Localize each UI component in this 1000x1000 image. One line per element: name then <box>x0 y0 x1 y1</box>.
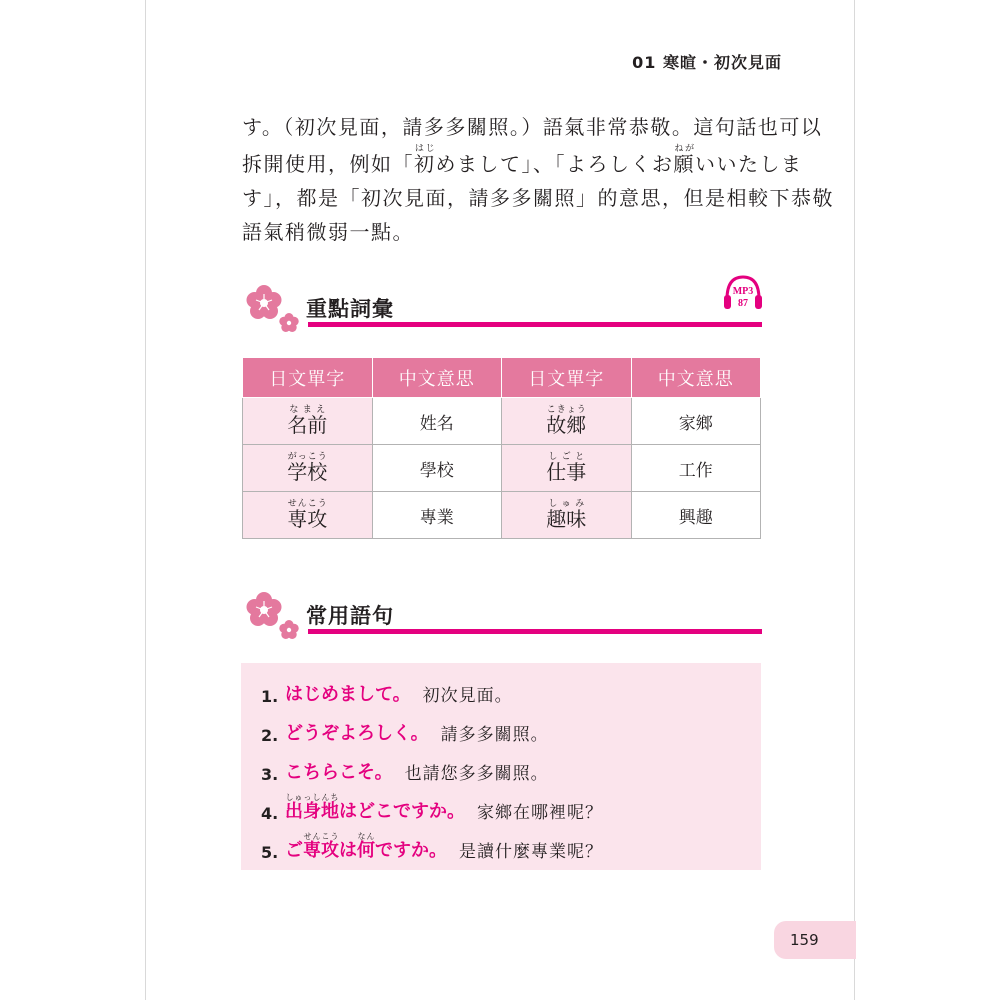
phrase-japanese: 出身地しゅっしんちはどこですか。 <box>285 793 465 822</box>
vocab-jp-cell: 趣味しゅみ <box>502 492 632 539</box>
body-line-2-mid: めまして」、「よろしくお <box>435 152 674 176</box>
phrase-number: 1. <box>261 687 279 706</box>
vocab-section-title: 重點詞彙 <box>306 297 394 321</box>
phrase-chinese: 請多多關照。 <box>440 725 549 745</box>
table-row <box>243 398 761 445</box>
body-paragraph <box>242 110 834 249</box>
list-item <box>261 792 761 831</box>
vocab-zh-cell: 專業 <box>372 492 502 539</box>
mp3-label: MP3 <box>732 286 754 297</box>
page-number: 159 <box>790 931 819 949</box>
list-item <box>261 675 761 714</box>
body-line-4: 語氣稍微弱一點。 <box>242 220 414 244</box>
body-line-2 <box>242 144 803 181</box>
phrase-chinese: 也請您多多關照。 <box>404 764 549 784</box>
vocab-section-header <box>242 283 762 335</box>
phrase-number: 5. <box>261 843 279 862</box>
vocab-jp-cell: 仕事しごと <box>502 445 632 492</box>
vocab-zh-cell: 姓名 <box>372 398 502 445</box>
header-jp-word-2: 日文單字 <box>502 358 632 398</box>
body-line-2-end: いいたしま <box>695 152 803 176</box>
vocab-jp-cell: 専攻せんこう <box>243 492 373 539</box>
section-rule <box>308 629 762 634</box>
vocab-zh-cell: 興趣 <box>631 492 761 539</box>
phrase-chinese: 是讀什麼專業呢？ <box>459 842 603 862</box>
list-item <box>261 753 761 792</box>
table-row <box>243 492 761 539</box>
vocab-jp-cell: 故郷こきょう <box>502 398 632 445</box>
phrase-chinese: 家鄉在哪裡呢？ <box>477 803 603 823</box>
body-line-1: す。（初次見面，請多多關照。）語氣非常恭敬。這句話也可以 <box>242 115 823 139</box>
vocab-jp-cell: 学校がっこう <box>243 445 373 492</box>
header-jp-word-1: 日文單字 <box>243 358 373 398</box>
headphones-icon[interactable] <box>722 273 764 313</box>
header-zh-meaning-1: 中文意思 <box>372 358 502 398</box>
page-number-tab <box>774 921 856 959</box>
phrases-section-header <box>242 590 762 642</box>
phrase-number: 3. <box>261 765 279 784</box>
vocab-zh-cell: 工作 <box>631 445 761 492</box>
table-row <box>243 445 761 492</box>
body-line-2-start: 拆開使用，例如「 <box>242 152 414 176</box>
phrases-box <box>241 663 761 870</box>
phrase-japanese: こちらこそ。 <box>285 762 393 783</box>
body-line-3: す」，都是「初次見面，請多多關照」的意思，但是相較下恭敬 <box>242 186 834 210</box>
vocab-jp-cell: 名前なまえ <box>243 398 373 445</box>
table-header-row <box>243 358 761 398</box>
ruby-hajime: 初はじ <box>414 144 436 176</box>
running-head: 01 寒暄・初次見面 <box>632 53 782 72</box>
book-page <box>145 0 855 1000</box>
mp3-track: 87 <box>738 298 748 309</box>
vocab-table <box>242 357 761 539</box>
list-item <box>261 714 761 753</box>
header-zh-meaning-2: 中文意思 <box>631 358 761 398</box>
phrase-number: 2. <box>261 726 279 745</box>
list-item <box>261 831 761 870</box>
plum-blossom-icon <box>242 590 304 642</box>
vocab-zh-cell: 家鄉 <box>631 398 761 445</box>
phrase-chinese: 初次見面。 <box>422 686 513 706</box>
phrase-japanese: どうぞよろしく。 <box>285 723 429 744</box>
plum-blossom-icon <box>242 283 304 335</box>
ruby-negai: 願ねが <box>673 144 695 176</box>
phrase-japanese: ご専攻せんこうは何なんですか。 <box>285 832 447 861</box>
phrase-number: 4. <box>261 804 279 823</box>
phrase-japanese: はじめまして。 <box>285 684 411 705</box>
vocab-zh-cell: 學校 <box>372 445 502 492</box>
section-rule <box>308 322 762 327</box>
phrases-section-title: 常用語句 <box>306 604 394 628</box>
